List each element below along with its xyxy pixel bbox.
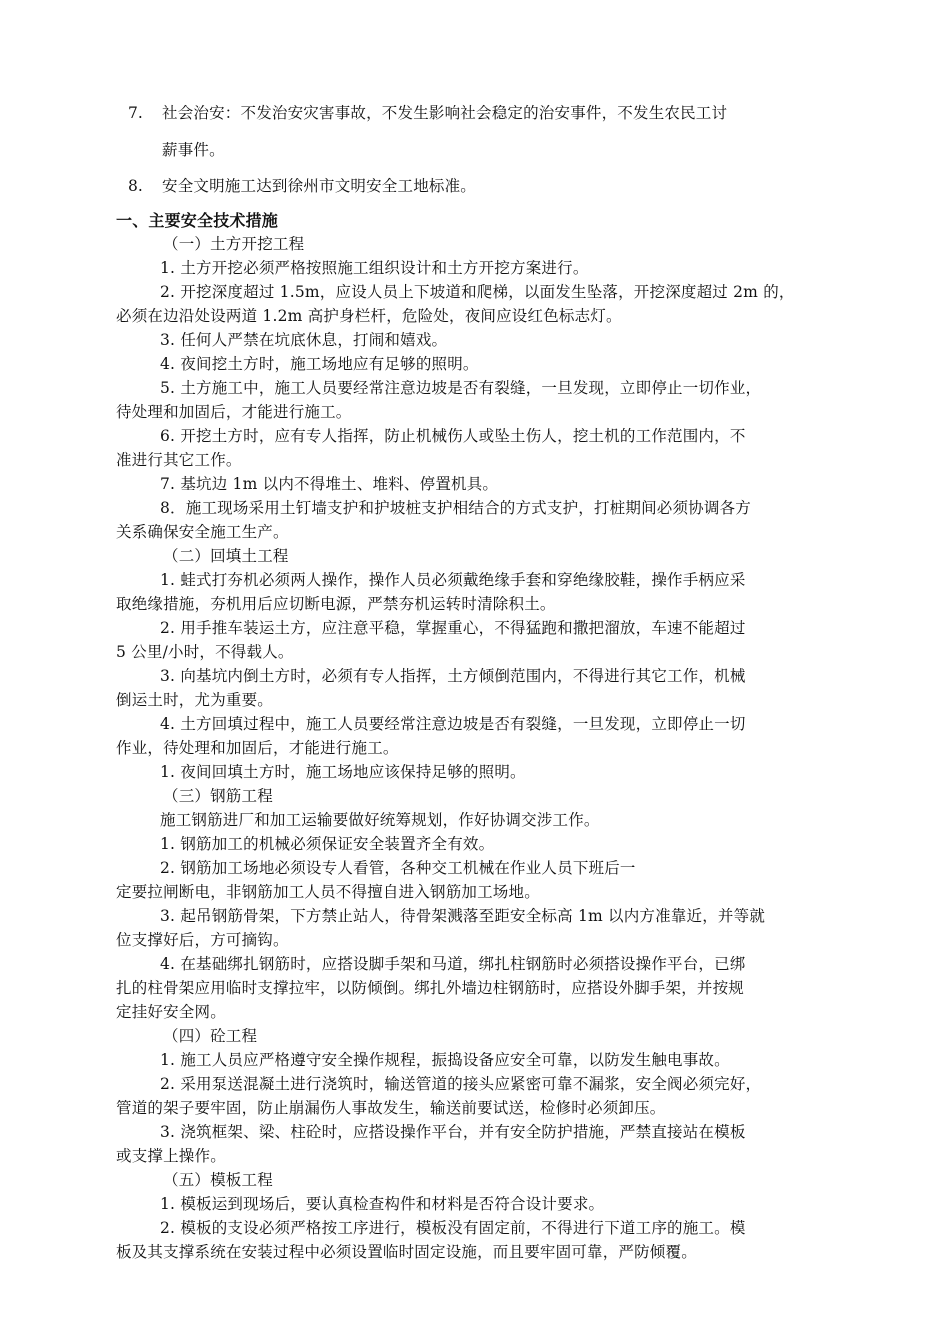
- subsection-title: （三）钢筋工程: [163, 787, 273, 805]
- text-line: 定要拉闸断电，非钢筋加工人员不得擅自进入钢筋加工场地。: [116, 883, 540, 901]
- text-line: 管道的架子要牢固，防止崩漏伤人事故发生，输送前要试送，检修时必须卸压。: [116, 1099, 666, 1117]
- subsection-title: （二）回填土工程: [163, 547, 289, 565]
- text-line: 必须在边沿处设两道 1.2m 高护身栏杆，危险处，夜间应设红色标志灯。: [116, 307, 622, 325]
- text-line: 1. 夜间回填土方时，施工场地应该保持足够的照明。: [160, 763, 526, 781]
- list-item-text: 社会治安：不发治安灾害事故，不发生影响社会稳定的治安事件，不发生农民工讨: [162, 104, 728, 122]
- text-line: 取绝缘措施，夯机用后应切断电源，严禁夯机运转时清除积土。: [116, 595, 556, 613]
- text-line: 位支撑好后，方可摘钩。: [116, 931, 289, 949]
- text-line: 倒运土时，尤为重要。: [116, 691, 274, 709]
- text-line: 4. 土方回填过程中，施工人员要经常注意边坡是否有裂缝，一旦发现，立即停止一切: [160, 715, 746, 733]
- text-line: 8．施工现场采用土钉墙支护和护坡桩支护相结合的方式支护，打桩期间必须协调各方: [160, 499, 751, 517]
- text-line: 2. 钢筋加工场地必须设专人看管，各种交工机械在作业人员下班后一: [160, 859, 636, 877]
- text-line: 1. 模板运到现场后，要认真检查构件和材料是否符合设计要求。: [160, 1195, 605, 1213]
- text-line: 5 公里/小时，不得载人。: [116, 643, 294, 661]
- text-line: 1. 土方开挖必须严格按照施工组织设计和土方开挖方案进行。: [160, 259, 589, 277]
- text-line: 准进行其它工作。: [116, 451, 242, 469]
- subsection-title: （一）土方开挖工程: [163, 235, 305, 253]
- text-line: 板及其支撑系统在安装过程中必须设置临时固定设施，而且要牢固可靠，严防倾覆。: [116, 1243, 697, 1261]
- text-line: 2. 采用泵送混凝土进行浇筑时，输送管道的接头应紧密可靠不漏浆，安全阀必须完好，: [160, 1075, 762, 1093]
- text-line: 6. 开挖土方时，应有专人指挥，防止机械伤人或坠土伤人，挖土机的工作范围内，不: [160, 427, 746, 445]
- text-line: 施工钢筋进厂和加工运输要做好统筹规划，作好协调交涉工作。: [160, 811, 600, 829]
- list-number: 8.: [128, 177, 143, 195]
- text-line: 4. 在基础绑扎钢筋时，应搭设脚手架和马道，绑扎柱钢筋时必须搭设操作平台，已绑: [160, 955, 746, 973]
- text-line: 3. 向基坑内倒土方时，必须有专人指挥，土方倾倒范围内，不得进行其它工作，机械: [160, 667, 746, 685]
- subsection-title: （五）模板工程: [163, 1171, 273, 1189]
- text-line: 2. 开挖深度超过 1.5m，应设人员上下坡道和爬梯，以面发生坠落，开挖深度超过 2m 的，: [160, 283, 795, 301]
- text-line: 作业，待处理和加固后，才能进行施工。: [116, 739, 399, 757]
- text-line: 或支撑上操作。: [116, 1147, 226, 1165]
- text-line: 2. 模板的支设必须严格按工序进行，模板没有固定前，不得进行下道工序的施工。模: [160, 1219, 746, 1237]
- section-heading: 一、主要安全技术措施: [116, 211, 279, 230]
- text-line: 4. 夜间挖土方时，施工场地应有足够的照明。: [160, 355, 479, 373]
- text-line: 1. 钢筋加工的机械必须保证安全装置齐全有效。: [160, 835, 495, 853]
- text-line: 3. 任何人严禁在坑底休息，打闹和嬉戏。: [160, 331, 448, 349]
- text-line: 7. 基坑边 1m 以内不得堆土、堆料、停置机具。: [160, 475, 499, 493]
- text-line: 3. 浇筑框架、梁、柱砼时，应搭设操作平台，并有安全防护措施，严禁直接站在模板: [160, 1123, 746, 1141]
- text-line: 1. 施工人员应严格遵守安全操作规程，振捣设备应安全可靠，以防发生触电事故。: [160, 1051, 730, 1069]
- text-line: 1. 蛙式打夯机必须两人操作，操作人员必须戴绝缘手套和穿绝缘胶鞋，操作手柄应采: [160, 571, 746, 589]
- subsection-title: （四）砼工程: [163, 1027, 258, 1045]
- text-line: 关系确保安全施工生产。: [116, 523, 289, 541]
- text-line: 待处理和加固后，才能进行施工。: [116, 403, 352, 421]
- text-line: 2. 用手推车装运土方，应注意平稳，掌握重心，不得猛跑和撒把溜放，车速不能超过: [160, 619, 746, 637]
- text-line: 5. 土方施工中，施工人员要经常注意边坡是否有裂缝，一旦发现，立即停止一切作业，: [160, 379, 762, 397]
- text-line: 3. 起吊钢筋骨架，下方禁止站人，待骨架溅落至距安全标高 1m 以内方准靠近，并等就: [160, 907, 766, 925]
- list-item-continuation: 薪事件。: [162, 141, 225, 159]
- list-number: 7.: [128, 104, 143, 122]
- text-line: 扎的柱骨架应用临时支撑拉牢，以防倾倒。绑扎外墙边柱钢筋时，应搭设外脚手架，并按规: [116, 979, 745, 997]
- text-line: 定挂好安全网。: [116, 1003, 226, 1021]
- list-item-text: 安全文明施工达到徐州市文明安全工地标准。: [162, 177, 477, 195]
